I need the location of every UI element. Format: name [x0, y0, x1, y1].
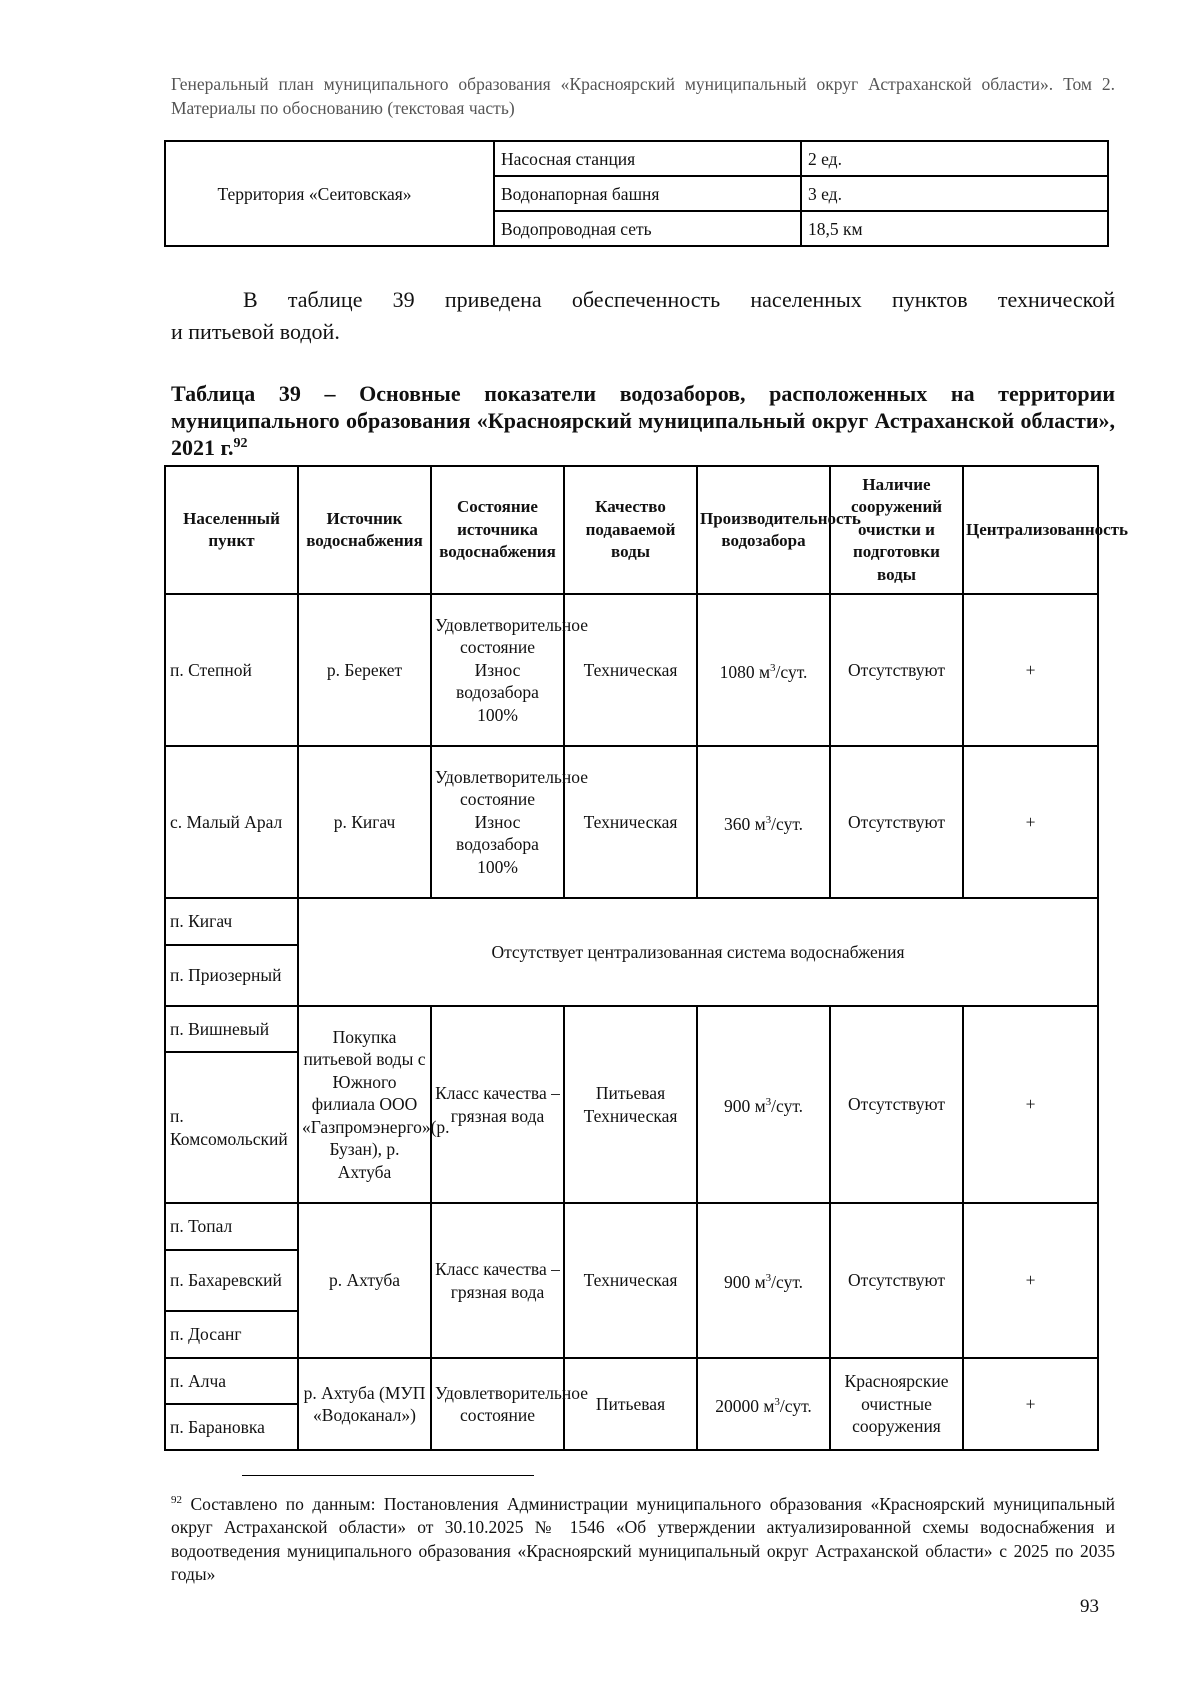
column-header: Производительность водозабора — [697, 466, 830, 594]
column-header: Централизованность — [963, 466, 1098, 594]
footnote — [171, 1489, 1115, 1587]
table-row — [165, 898, 1098, 945]
state-cell: Удовлетворительное состояние Износ водозабора 100% — [431, 746, 564, 898]
centralized-cell: + — [963, 594, 1098, 746]
table-row — [165, 1203, 1098, 1250]
column-header: Источник водоснабжения — [298, 466, 431, 594]
capacity-cell: 20000 $м^3$/сут. — [697, 1358, 830, 1450]
capacity-cell: 360 $м^3$/сут. — [697, 746, 830, 898]
facility-value: 3 ед. — [801, 176, 1108, 211]
footnote-marker: 92 — [171, 1494, 182, 1506]
column-header: Качество подаваемой воды — [564, 466, 697, 594]
state-cell: Класс качества – грязная вода — [431, 1203, 564, 1358]
source-cell: р. Ахтуба — [298, 1203, 431, 1358]
settlement-cell: п. Кигач — [165, 898, 298, 945]
state-cell: Класс качества – грязная вода — [431, 1006, 564, 1203]
territory-cell: Территория «Сеитовская» — [165, 141, 494, 246]
treatment-cell: Красноярские очистные сооружения — [830, 1358, 963, 1450]
paragraph-line: В таблице 39 приведена обеспеченность населенных пунктов технической — [243, 287, 1115, 312]
capacity-cell: 1080 $м^3$/сут. — [697, 594, 830, 746]
footnote-separator — [242, 1475, 534, 1476]
quality-cell: Питьевая — [564, 1358, 697, 1450]
column-header: Наличие сооружений очистки и подготовки воды — [830, 466, 963, 594]
facility-name: Насосная станция — [494, 141, 801, 176]
centralized-cell: + — [963, 1006, 1098, 1203]
settlement-cell: п. Степной — [165, 594, 298, 746]
centralized-cell: + — [963, 746, 1098, 898]
source-cell: р. Берекет — [298, 594, 431, 746]
source-cell: р. Ахтуба (МУП «Водоканал») — [298, 1358, 431, 1450]
quality-cell: Техническая — [564, 746, 697, 898]
intro-paragraph — [171, 284, 1115, 348]
capacity-cell: 900 $м^3$/сут. — [697, 1006, 830, 1203]
settlement-cell: п. Алча — [165, 1358, 298, 1404]
centralized-cell: + — [963, 1203, 1098, 1358]
footnote-ref: 92 — [233, 436, 248, 451]
quality-cell: Техническая — [564, 594, 697, 746]
treatment-cell: Отсутствуют — [830, 1203, 963, 1358]
treatment-cell: Отсутствуют — [830, 1006, 963, 1203]
table-row — [165, 1358, 1098, 1404]
facility-value: 18,5 км — [801, 211, 1108, 246]
settlement-cell: п. Досанг — [165, 1311, 298, 1358]
quality-cell: Техническая — [564, 1203, 697, 1358]
settlement-cell: с. Малый Арал — [165, 746, 298, 898]
page-number: 93 — [1080, 1596, 1099, 1617]
no-supply-note: Отсутствует централизованная система водоснабжения — [298, 898, 1098, 1006]
facility-value: 2 ед. — [801, 141, 1108, 176]
settlement-cell: п. Барановка — [165, 1404, 298, 1450]
settlement-cell: п. Комсомольский — [165, 1052, 298, 1203]
column-header: Населенный пункт — [165, 466, 298, 594]
footnote-text: Составлено по данным: Постановления Администрации муниципального образования «Красноярский муниципальный округ Астраханской области» от 30.10.2025 № 1546 «Об утверждении актуализированной схемы водоснабжения и водоотведения муниципального образования «Красноярский муниципальный округ Астраханской области» с 2025 по 2035 годы» — [171, 1493, 1115, 1585]
table-header-row — [165, 466, 1098, 594]
table-row — [165, 746, 1098, 898]
settlement-cell: п. Вишневый — [165, 1006, 298, 1052]
facility-name: Водопроводная сеть — [494, 211, 801, 246]
settlement-cell: п. Приозерный — [165, 945, 298, 1006]
water-facilities-table — [164, 140, 1109, 247]
column-header: Состояние источника водоснабжения — [431, 466, 564, 594]
table-row — [165, 1006, 1098, 1052]
source-cell: р. Кигач — [298, 746, 431, 898]
quality-cell: Питьевая Техническая — [564, 1006, 697, 1203]
settlement-cell: п. Топал — [165, 1203, 298, 1250]
treatment-cell: Отсутствуют — [830, 594, 963, 746]
state-cell: Удовлетворительное состояние — [431, 1358, 564, 1450]
treatment-cell: Отсутствуют — [830, 746, 963, 898]
settlement-cell: п. Бахаревский — [165, 1250, 298, 1311]
water-intake-table — [164, 465, 1129, 1451]
state-cell: Удовлетворительное состояние Износ водозабора 100% — [431, 594, 564, 746]
capacity-cell: 900 $м^3$/сут. — [697, 1203, 830, 1358]
table-caption — [171, 380, 1115, 461]
facility-name: Водонапорная башня — [494, 176, 801, 211]
centralized-cell: + — [963, 1358, 1098, 1450]
paragraph-line: и питьевой водой. — [171, 319, 340, 344]
page-header: Генеральный план муниципального образования «Красноярский муниципальный округ Астраханской области». Том 2. Материалы по обоснованию (текстовая часть) — [171, 74, 1115, 118]
source-cell: Покупка питьевой воды с Южного филиала ООО «Газпромэнерго»(р. Бузан), р. Ахтуба — [298, 1006, 431, 1203]
table-row — [165, 594, 1098, 746]
caption-text: Таблица 39 – Основные показатели водозаборов, расположенных на территории муниципального образования «Красноярский муниципальный округ Астраханской области», 2021 г. — [171, 381, 1115, 460]
